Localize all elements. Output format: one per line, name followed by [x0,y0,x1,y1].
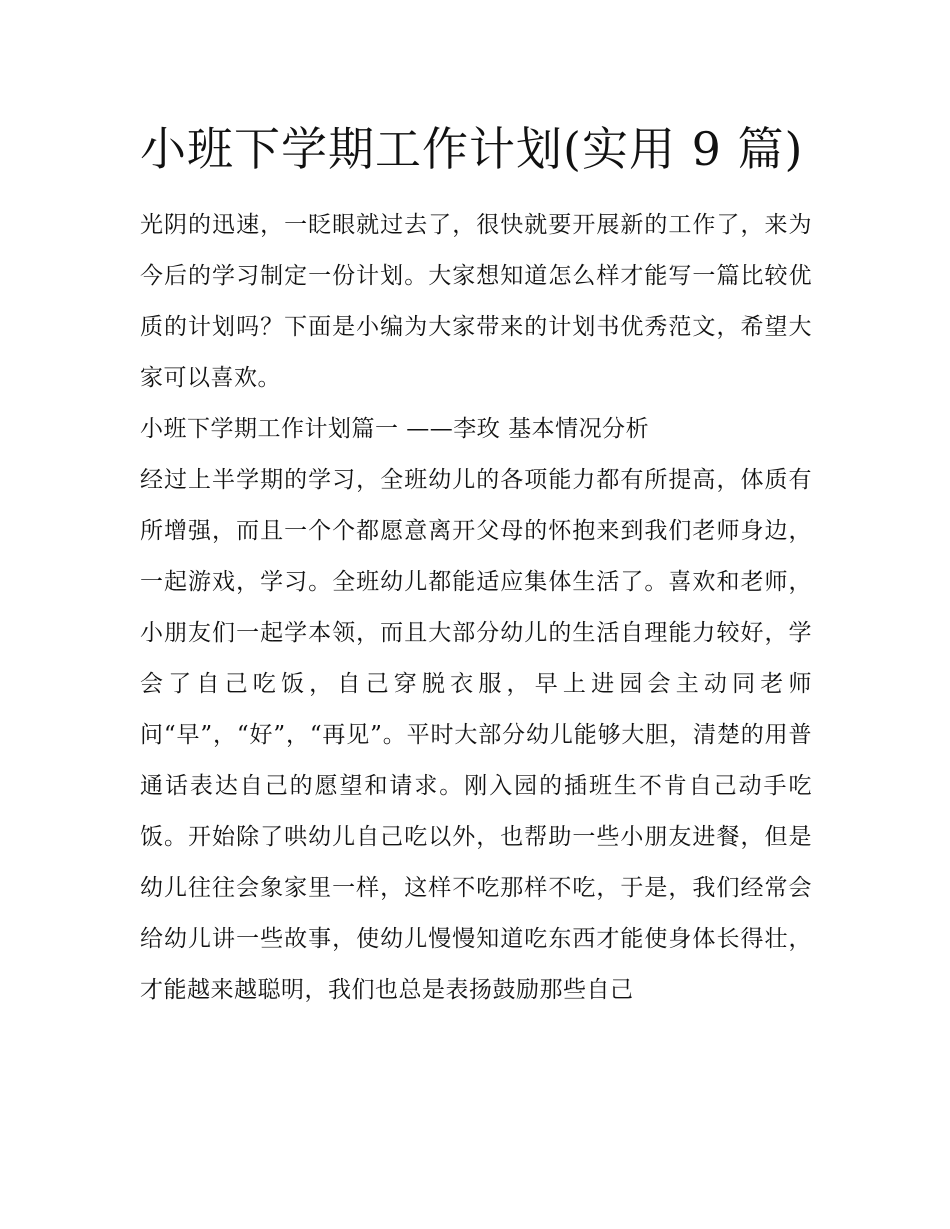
body-paragraph: 经过上半学期的学习，全班幼儿的各项能力都有所提高，体质有所增强，而且一个个都愿意离开父母的怀抱来到我们老师身边，一起游戏，学习。全班幼儿都能适应集体生活了。喜欢和老师，小朋友们一起学本领，而且大部分幼儿的生活自理能力较好，学会了自己吃饭，自己穿脱衣服，早上进园会主动同老师问“早”，“好”，“再见”。平时大部分幼儿能够大胆，清楚的用普通话表达自己的愿望和请求。刚入园的插班生不肯自己动手吃饭。开始除了哄幼儿自己吃以外，也帮助一些小朋友进餐，但是幼儿往往会象家里一样，这样不吃那样不吃，于是，我们经常会给幼儿讲一些故事，使幼儿慢慢知道吃东西才能使身体长得壮，才能越来越聪明，我们也总是表扬鼓励那些自己 [140,467,812,1003]
section-heading: 小班下学期工作计划篇一 ——李玫 基本情况分析 [140,416,650,442]
intro-paragraph: 光阴的迅速，一眨眼就过去了，很快就要开展新的工作了，来为今后的学习制定一份计划。大家想知道怎么样才能写一篇比较优质的计划吗？下面是小编为大家带来的计划书优秀范文，希望大家可以喜欢。 [140,212,812,391]
document-page [140,110,812,1016]
document-title: 小班下学期工作计划(实用 9 篇) [140,122,804,176]
